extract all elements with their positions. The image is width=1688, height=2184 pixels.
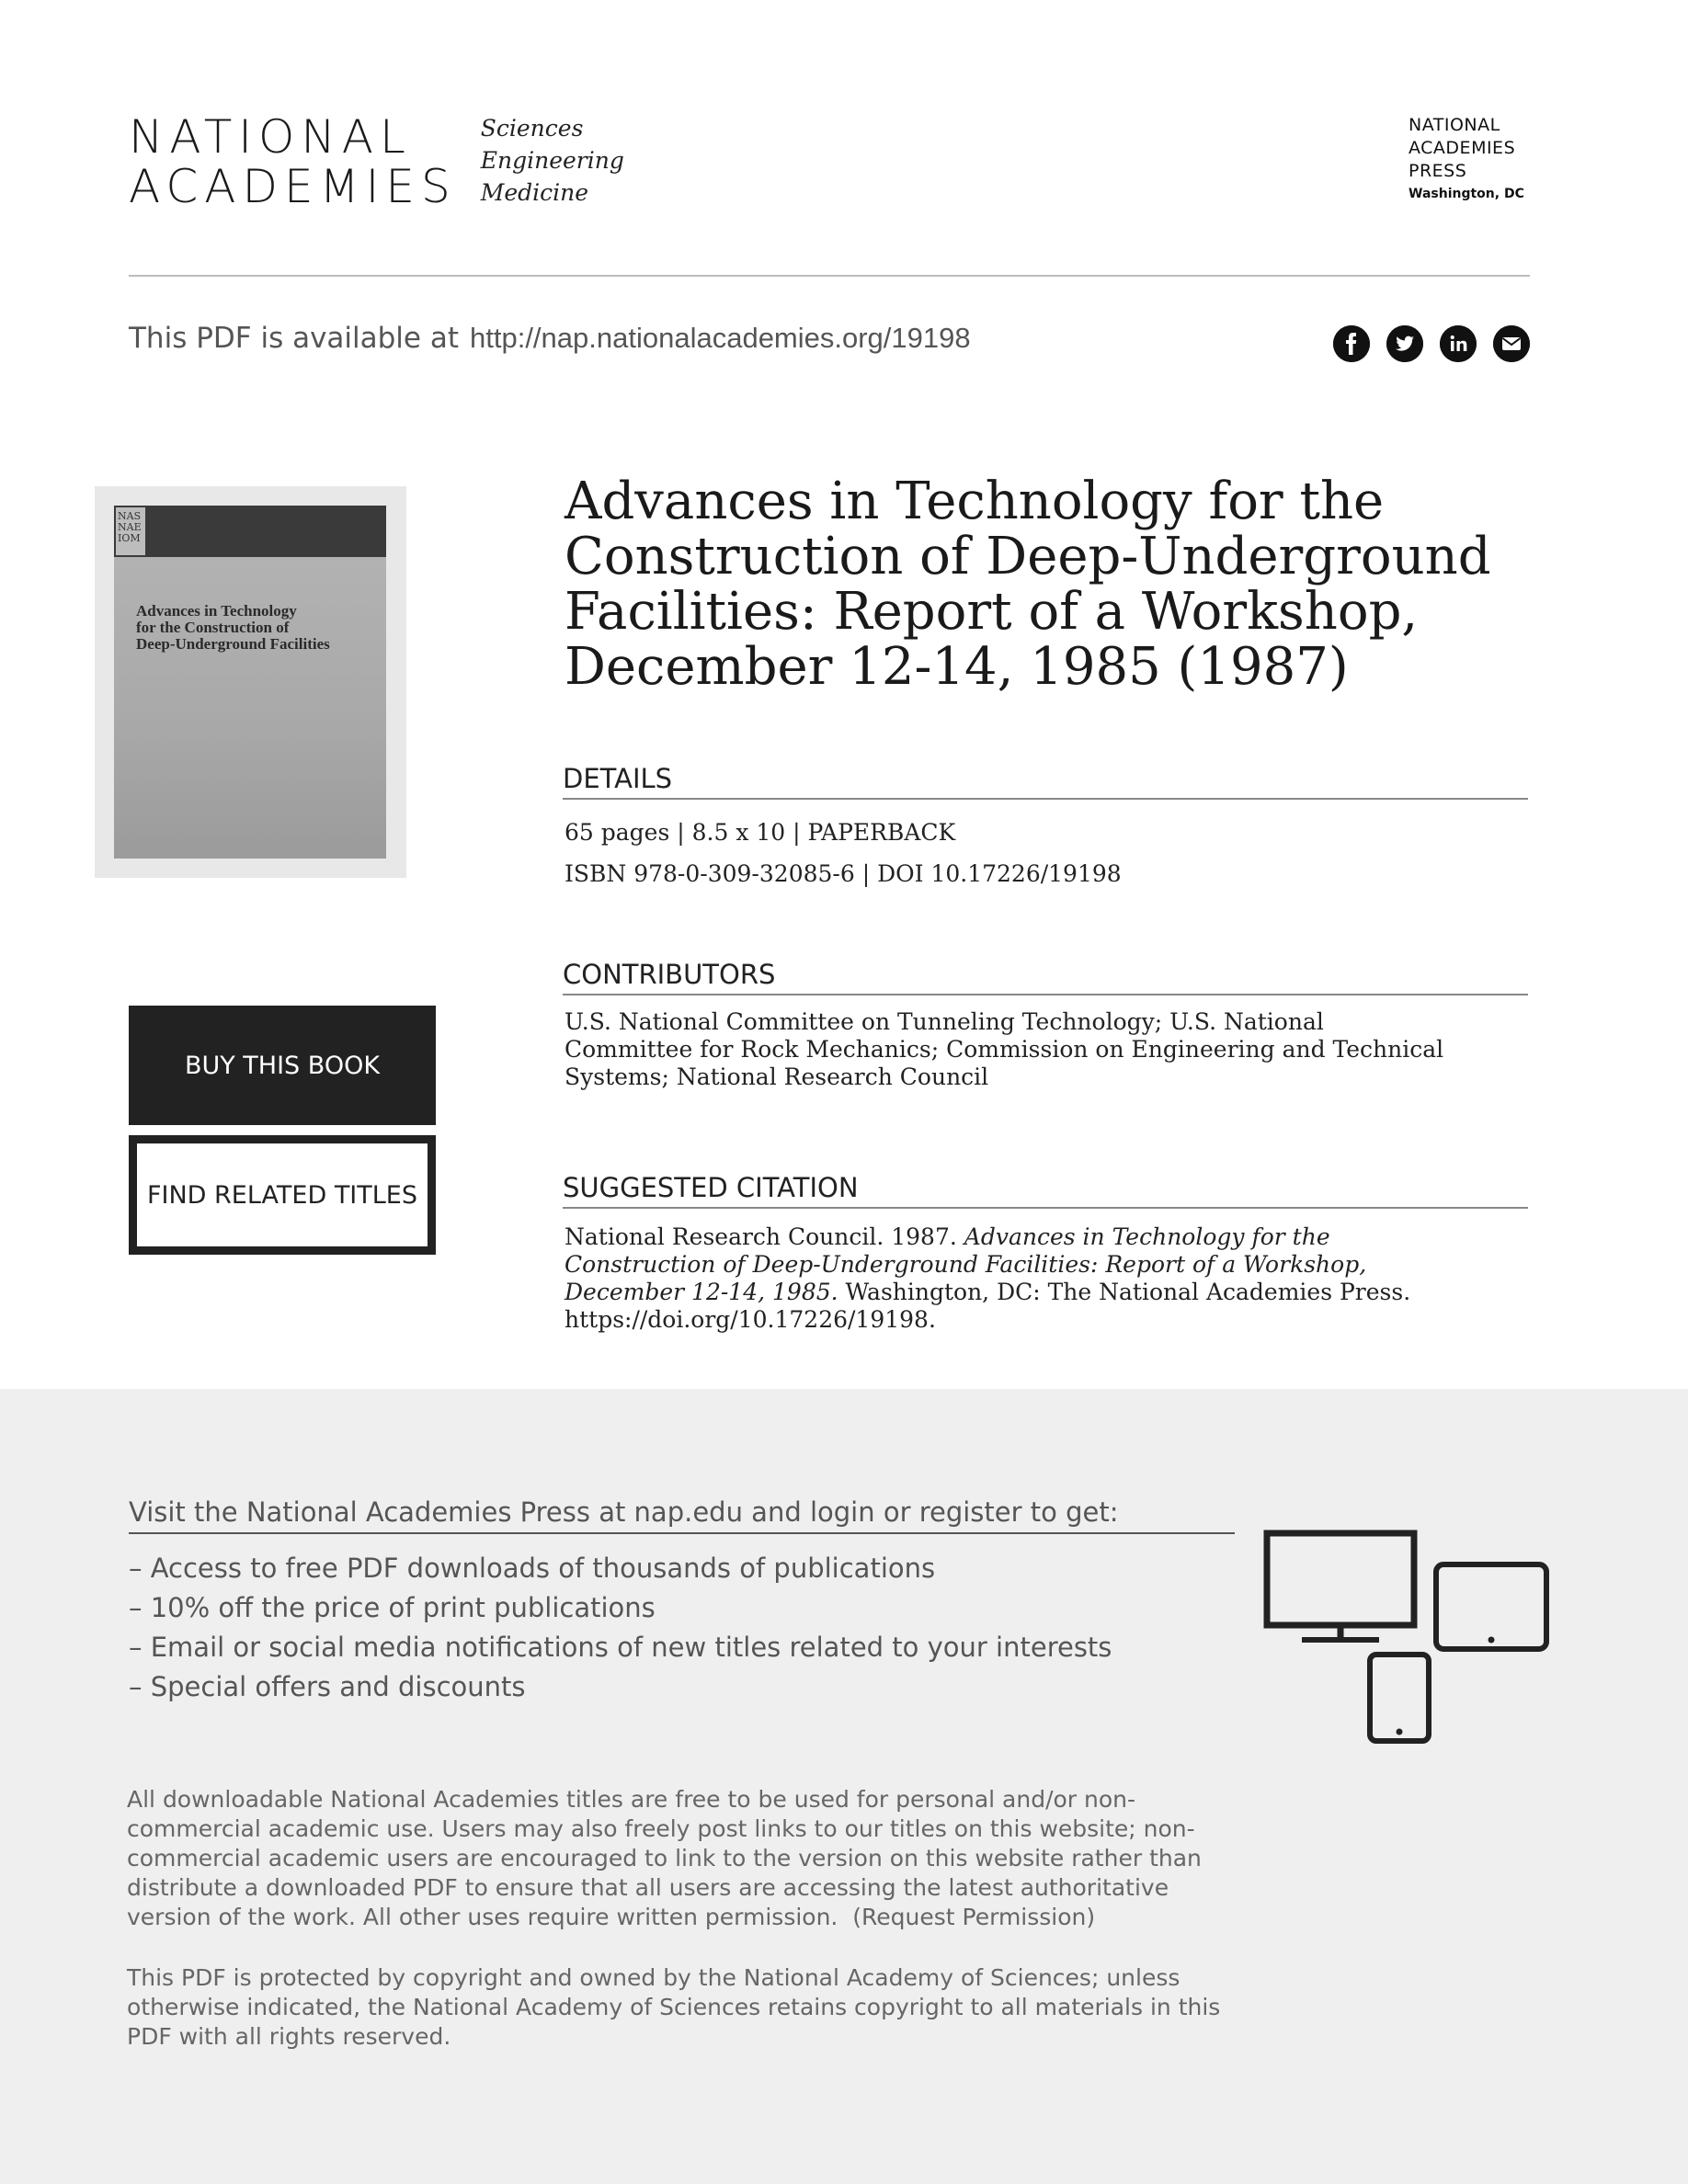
cover-title: Advances in Technology for the Construction of Deep-Underground Facilities: [136, 602, 330, 653]
find-related-titles-button[interactable]: FIND RELATED TITLES: [129, 1135, 436, 1255]
copyright-notice: This PDF is protected by copyright and owned by the National Academy of Sciences; unless otherwise indicated, the National Academy of Sciences retains copyright to all materials in this PDF with all rights reserved.: [127, 1964, 1221, 2050]
citation-title: Advances in Technology for the Construction of Deep-Underground Facilities: Report of a Workshop, December 12-14, 1985.: [565, 1223, 1367, 1305]
logo-line-1: NATIONAL: [129, 110, 412, 164]
tagline-engineering: Engineering: [480, 147, 624, 174]
details-isbn-doi: ISBN 978-0-309-32085-6 | DOI 10.17226/19198: [565, 860, 1122, 887]
book-title: Advances in Technology for the Construction of Deep-Underground Facilities: Report of a Workshop, December 12-14, 1985 (1987): [565, 472, 1491, 697]
citation-text: [565, 1223, 1447, 1334]
book-cover-image[interactable]: [114, 506, 386, 859]
cover-seal: NAS NAE IOM: [114, 506, 147, 557]
press-line-2: ACADEMIES: [1409, 138, 1516, 158]
logo-wordmark: [129, 112, 457, 211]
availability-line: [129, 322, 971, 355]
details-divider: [563, 798, 1528, 800]
press-line-1: NATIONAL: [1409, 115, 1500, 135]
social-share-bar: [1333, 325, 1530, 362]
citation-divider: [563, 1207, 1528, 1209]
details-pages: 65 pages | 8.5 x 10 | PAPERBACK: [565, 819, 956, 846]
request-permission-link[interactable]: (Request Permission): [852, 1904, 1096, 1930]
availability-link[interactable]: http://nap.nationalacademies.org/19198: [470, 322, 971, 354]
list-item: – Email or social media notifications of new titles related to your interests: [129, 1628, 1112, 1667]
devices-icon: [1260, 1526, 1554, 1746]
logo-line-2: ACADEMIES: [129, 160, 457, 213]
list-item: – Access to free PDF downloads of thousands of publications: [129, 1549, 1112, 1588]
press-logo: [1409, 114, 1524, 206]
list-item: – Special offers and discounts: [129, 1667, 1112, 1707]
tagline-sciences: Sciences: [480, 115, 584, 142]
twitter-icon[interactable]: [1386, 325, 1423, 362]
national-academies-logo: [129, 112, 624, 211]
header-divider: [129, 275, 1530, 277]
citation-prefix: National Research Council. 1987.: [565, 1223, 964, 1250]
book-cover-frame: [95, 486, 406, 878]
details-heading: DETAILS: [563, 763, 673, 794]
contributors-heading: CONTRIBUTORS: [563, 959, 776, 990]
visit-divider: [129, 1532, 1235, 1534]
linkedin-icon[interactable]: [1440, 325, 1477, 362]
press-line-3: PRESS: [1409, 161, 1467, 181]
contributors-divider: [563, 994, 1528, 995]
visit-nap-text: Visit the National Academies Press at nap.edu and login or register to get:: [129, 1496, 1119, 1528]
cover-band: [114, 506, 386, 557]
tagline-medicine: Medicine: [480, 179, 589, 206]
list-item: – 10% off the price of print publications: [129, 1588, 1112, 1628]
facebook-icon[interactable]: [1333, 325, 1370, 362]
contributors-text: U.S. National Committee on Tunneling Technology; U.S. National Committee for Rock Mechanics; Commission on Engineering and Technical Systems; National Research Council: [565, 1008, 1444, 1090]
citation-suffix: Washington, DC: The National Academies Press. https://doi.org/10.17226/19198.: [565, 1279, 1411, 1333]
benefits-list: [129, 1549, 1112, 1707]
availability-label: This PDF is available at: [129, 322, 459, 355]
press-location: Washington, DC: [1409, 187, 1524, 201]
buy-this-book-button[interactable]: BUY THIS BOOK: [129, 1006, 436, 1125]
logo-tagline: [481, 112, 624, 209]
usage-notice-text: All downloadable National Academies titles are free to be used for personal and/or non-commercial academic use. Users may also freely post links to our titles on this website; non-commercial academic users are encouraged to link to the version on this website rather than distribute a downloaded PDF to ensure that all users are accessing the latest authoritative version of the work. All other uses require written permission.: [127, 1786, 1202, 1930]
usage-notice: [127, 1785, 1249, 1932]
email-icon[interactable]: [1493, 325, 1530, 362]
citation-heading: SUGGESTED CITATION: [563, 1172, 859, 1203]
